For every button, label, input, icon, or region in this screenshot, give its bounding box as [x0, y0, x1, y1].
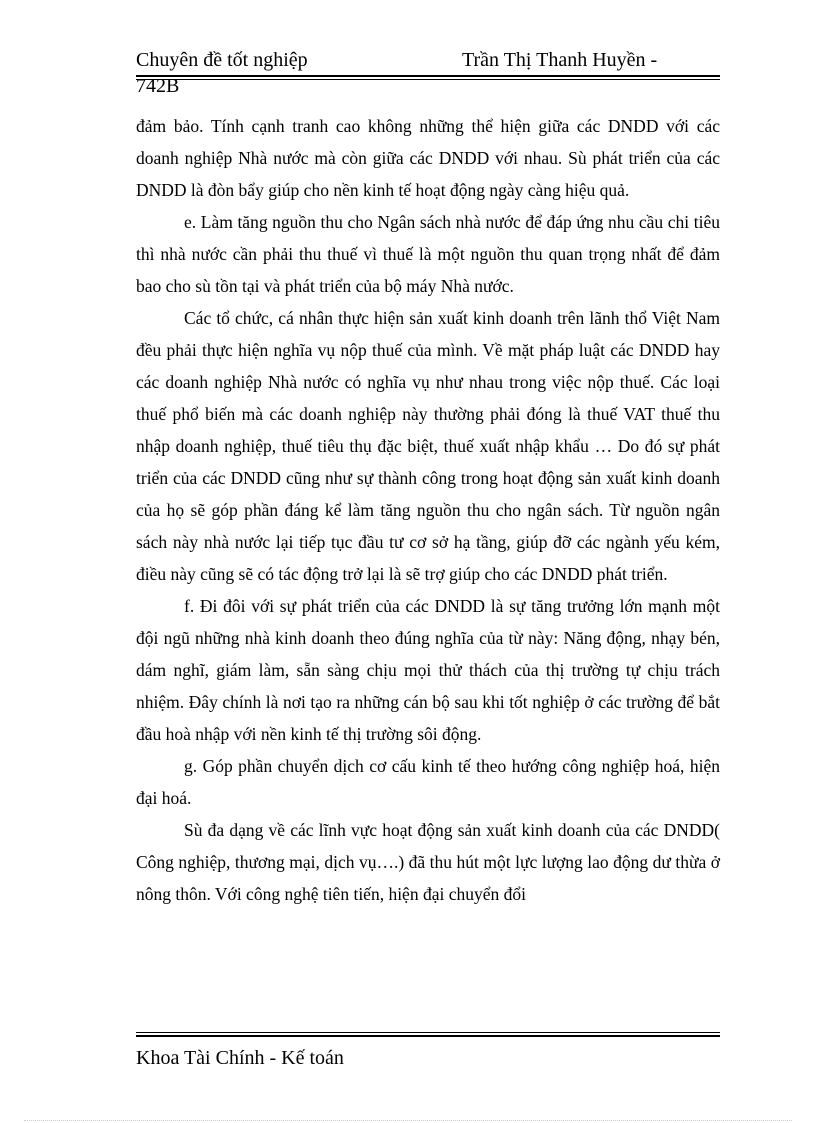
body-text [136, 110, 720, 910]
footer-rule-bottom [136, 1035, 720, 1037]
paragraph: g. Góp phần chuyển dịch cơ cấu kinh tế theo hướng công nghiệp hoá, hiện đại hoá. [136, 756, 720, 808]
header-author: Trần Thị Thanh Huyền - [462, 49, 658, 71]
paragraph: e. Làm tăng nguồn thu cho Ngân sách nhà nước để đáp ứng nhu cầu chi tiêu thì nhà nước cần phải thu thuế vì thuế là một nguồn thu quan trọng nhất để đảm bao cho sù tồn tại và phát triển của bộ máy Nhà nước. [136, 212, 720, 296]
footer-rule-top [136, 1032, 720, 1033]
page-edge-divider [24, 1120, 792, 1121]
header-rule-bottom [136, 79, 720, 80]
paragraph: đảm bảo. Tính cạnh tranh cao không những thể hiện giữa các DNDD với các doanh nghiệp Nhà nước mà còn giữa các DNDD với nhau. Sù phát triển của các DNDD là đòn bẩy giúp cho nền kinh tế hoạt động ngày càng hiệu quả. [136, 116, 720, 200]
paragraph: f. Đi đôi với sự phát triển của các DNDD là sự tăng trưởng lớn mạnh một đội ngũ những nhà kinh doanh theo đúng nghĩa của từ này: Năng động, nhạy bén, dám nghĩ, giám làm, sẵn sàng chịu mọi thử thách của thị trường tự chịu trách nhiệm. Đây chính là nơi tạo ra những cán bộ sau khi tốt nghiệp ở các trường để bắt đầu hoà nhập với nền kinh tế thị trường sôi động. [136, 596, 720, 744]
page-header [136, 48, 720, 97]
paragraph: Sù đa dạng về các lĩnh vực hoạt động sản xuất kinh doanh của các DNDD( Công nghiệp, thương mại, dịch vụ….) đã thu hút một lực lượng lao động dư thừa ở nông thôn. Với công nghệ tiên tiến, hiện đại chuyển đổi [136, 820, 720, 904]
header-author-class: 742B [136, 75, 180, 97]
header-rule-top [136, 75, 720, 77]
header-title: Chuyên đề tốt nghiệp [136, 49, 308, 71]
paragraph: Các tổ chức, cá nhân thực hiện sản xuất kinh doanh trên lãnh thổ Việt Nam đều phải thực hiện nghĩa vụ nộp thuế của mình. Về mặt pháp luật các DNDD hay các doanh nghiệp Nhà nước có nghĩa vụ như nhau trong việc nộp thuế. Các loại thuế phổ biến mà các doanh nghiệp này thường phải đóng là thuế VAT thuế thu nhập doanh nghiệp, thuế tiêu thụ đặc biệt, thuế xuất nhập khẩu … Do đó sự phát triển của các DNDD cũng như sự thành công trong hoạt động sản xuất kinh doanh của họ sẽ góp phần đáng kể làm tăng nguồn thu cho ngân sách. Từ nguồn ngân sách này nhà nước lại tiếp tục đầu tư cơ sở hạ tầng, giúp đỡ các ngành yếu kém, điều này cũng sẽ có tác động trở lại là sẽ trợ giúp cho các DNDD phát triển. [136, 308, 720, 584]
page-footer: Khoa Tài Chính - Kế toán [136, 1047, 344, 1069]
